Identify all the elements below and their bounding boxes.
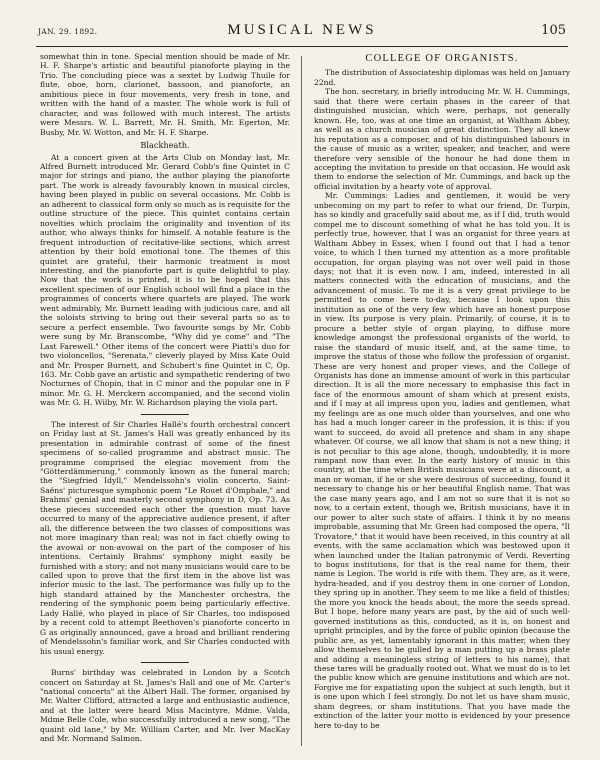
section-rule bbox=[141, 414, 189, 415]
cummings-speech-paragraph: Mr. Cummings: Ladies and gentlemen, it would be very unbecoming on my part to refer to what our friend, Dr. Turpin, has so kindly and gracefully said about me, as if I did, truth would compel me to discount something of what he has told you. It is perfectly true, however, that I was an organist for three years at Waltham Abbey in Essex, when I found out that I had a tenor voice, to which I then turned my attention as a more profitable occupation, for organ playing was not over well paid in those days; not that it is even now. I am, indeed, interested in all matters connected with the education of musicians, and the advancement of music. To me it is a very great privilege to be permitted to come here to-day, because I look upon this institution as one of the very few which have an honest purpose in view. Its purpose is very plain. Primarily, of course, it is to procure a better style of organ playing, to diffuse more knowledge amongst the professional organists of the world, to raise the standard of music itself, and, at the same time, to improve the status of those who follow the profession of organist. These are very honest and proper views, and the College of Organists has done an immense amount of work in this particular direction. It is all the more necessary to emphasise this fact in face of the enormous amount of sham which at present exists, and if I may at all impress upon you, ladies and gentlemen, what my feelings are as one much older than yourselves, and one who has had a much longer career in the profession, it is this: if you want to succeed, do avoid all pretence and sham in any shape whatever. Of course, we all know that sham is not a new thing; it is not peculiar to this age alone, though, undoubtedly, it is more rampant now than ever. In the early history of music in this country, at the time when British musicians were at a discount, a man or woman, if he or she were desirous of succeeding, found it necessary to change his or her beautiful English name. That was the case many years ago, and I am not so sure that it is not so now, to a certain extent, though we, British musicians, have it in our power to alter such state of affairs. I think it by no means improbable, assuming that Mr. Green had composed the opera, "Il Trovatore," that it would have been received, in this country at all events, with the same acclamation which was bestowed upon it when launched under the Italian patronymic of Verdi. Reverting to bogus institutions, for that is the real name for them, their name is Legion. The world is rife with them. They are, as it were, hydra-headed, and if you destroy them in one corner of London, they spring up in another. They seem to me like a field of thistles; the more you knock the heads about, the more the seeds spread. But I hope, before many years are past, by the aid of such well-governed institutions as this, conducted, as it is, on honest and upright principles, and by the force of public opinion (because the public are, as yet, lamentably ignorant in this matter, when they allow themselves to be gulled by a man putting up a brass plate and adding a meaningless string of letters to his name), that these tares will be gradually rooted out. What we must do is to let the public know which are genuine institutions and which are not. Forgive me for expatiating upon the subject at such length, but it is one upon which I feel strongly. Do not let us have sham music, sham degrees, or sham institutions. That you have made the extinction of the latter your motto is evidenced by your presence here to-day to be bbox=[314, 191, 570, 730]
masthead-title: MUSICAL NEWS bbox=[227, 22, 377, 38]
college-of-organists-title: COLLEGE OF ORGANISTS. bbox=[365, 53, 519, 64]
secretary-paragraph: The hon. secretary, in briefly introducing Mr. W. H. Cummings, said that there were certain phases in the career of that distinguished musician, which were, perhaps, not generally known. He, too, was at one time an organist, at Waltham Abbey, as well as a church musician of great distinction. They all knew his reputation as a composer, and of his distinguished labours in the cause of music as a writer, speaker, and teacher, and were therefore very sensible of the honour he had done them in accepting the invitation to preside on that occasion. He would ask them to endorse the selection of Mr. Cummings, and back up the official invitation by a hearty vote of approval. bbox=[314, 87, 570, 191]
column-divider bbox=[301, 56, 302, 746]
section-rule bbox=[141, 662, 189, 663]
page-number: 105 bbox=[541, 23, 566, 38]
right-column bbox=[314, 52, 570, 730]
page-header bbox=[36, 20, 568, 47]
trio-paragraph: somewhat thin in tone. Special mention should be made of Mr. H. F. Sharpe's artistic and beautiful pianoforte playing in the Trio. The concluding piece was a sextet by Ludwig Thuile for flute, oboe, horn, clarionet, bassoon, and pianoforte, an ambitious piece in four movements, very fresh in tone, and written with the hand of a master. The whole work is full of character, and was followed with much interest. The artists were Messrs. W. L. Barrett, Mr. H. Smith, Mr. Egerton, Mr. Busby, Mr. W. Wotton, and Mr. H. F. Sharpe. bbox=[40, 52, 290, 137]
blackheath-paragraph: At a concert given at the Arts Club on Monday last, Mr. Alfred Burnett introduced Mr. Gerard Cobb's fine Quintet in C major for strings and piano, the author playing the pianoforte part. The work is already favourably known in musical circles, having been played in public on several occasions. Mr. Cobb is an adherent to classical form only so much as is requisite for the outline structure of the piece. This quintet contains certain novelties which proclaim the originality and invention of its author, who always thinks for himself. A notable feature is the frequent introduction of recitative-like sections, which arrest attention by their bold emotional tone. The themes of this quintet are grateful, their harmonic treatment is most interesting, and the pianoforte part is quite delightful to play. Now that the work is printed, it is to be hoped that this excellent specimen of our English school will find a place in the programmes of concerts where quartets are played. The work went admirably, Mr. Burnett leading with judicious care, and all the soloists striving to bring out their several parts so as to secure a perfect ensemble. Two favourite songs by Mr. Cobb were sung by Mr. Branscombe, "Why did ye come" and "The Last Farewell." Other items of the concert were Piatti's duo for two violoncellos, "Serenata," cleverly played by Miss Kate Ould and Mr. Prosper Burnett, and Schubert's fine Quintet in C, Op. 163. Mr. Cobb gave an artistic and sympathetic rendering of two Nocturnes of Chopin, that in C minor and the popular one in F minor. Mr. G. H. Merckern accompanied, and the second violin was Mr. G. H. Wilby, Mr. W. Richardson playing the viola part. bbox=[40, 152, 290, 408]
diplomas-paragraph: The distribution of Associateship diplomas was held on January 22nd. bbox=[314, 68, 570, 87]
burns-birthday-paragraph: Burns' birthday was celebrated in London by a Scotch concert on Saturday at St. James's Hall and one of Mr. Carter's "national concerts" at the Albert Hall. The former, organised by Mr. Walter Clifford, attracted a large and enthusiastic audience, and at the latter were heard Miss Macintyre, Mdme. Valda, Mdme Belle Cole, who successfully introduced a new song, "The quaint old lane," by Mr. William Carter, and Mr. Iver MacKay and Mr. Normand Salmon. bbox=[40, 668, 290, 744]
halle-concert-paragraph: The interest of Sir Charles Hallé's fourth orchestral concert on Friday last at St. James's Hall was greatly enhanced by its presentation in admirable contrast of some of the finest specimens of so-called programme and abstract music. The programme comprised the elegiac movement from the "Götterdämmerung," commonly known as the funeral march; the "Siegfried Idyll," Mendelssohn's violin concerto, Saint-Saëns' picturesque symphonic poem "Le Rouet d'Omphale," and Brahms' genial and masterly second symphony in D, Op. 73. As these pieces succeeded each other the question must have occurred to many of the appreciative audience present, if after all, the difference between the two classes of compositions was not more imaginary than real; was not in fact chiefly owing to the avowal or non-avowal on the part of the composer of his intentions. Certainly Brahms' symphony might easily be furnished with a story; and not many musicians would care to be called upon to prove that the first item in the above list was inferior music to the last. The performance was fully up to the high standard attained by the Manchester orchestra, the rendering of the symphonic poem being particularly effective. Lady Hallé, who played in place of Sir Charles, too indisposed by a recent cold to attempt Beethoven's pianoforte concerto in G as originally announced, gave a broad and brilliant rendering of Mendelssohn's familiar work, and Sir Charles conducted with his usual energy. bbox=[40, 419, 290, 656]
blackheath-heading: Blackheath. bbox=[140, 140, 190, 151]
left-column bbox=[40, 52, 290, 744]
issue-date: JAN. 29. 1892. bbox=[38, 27, 98, 36]
